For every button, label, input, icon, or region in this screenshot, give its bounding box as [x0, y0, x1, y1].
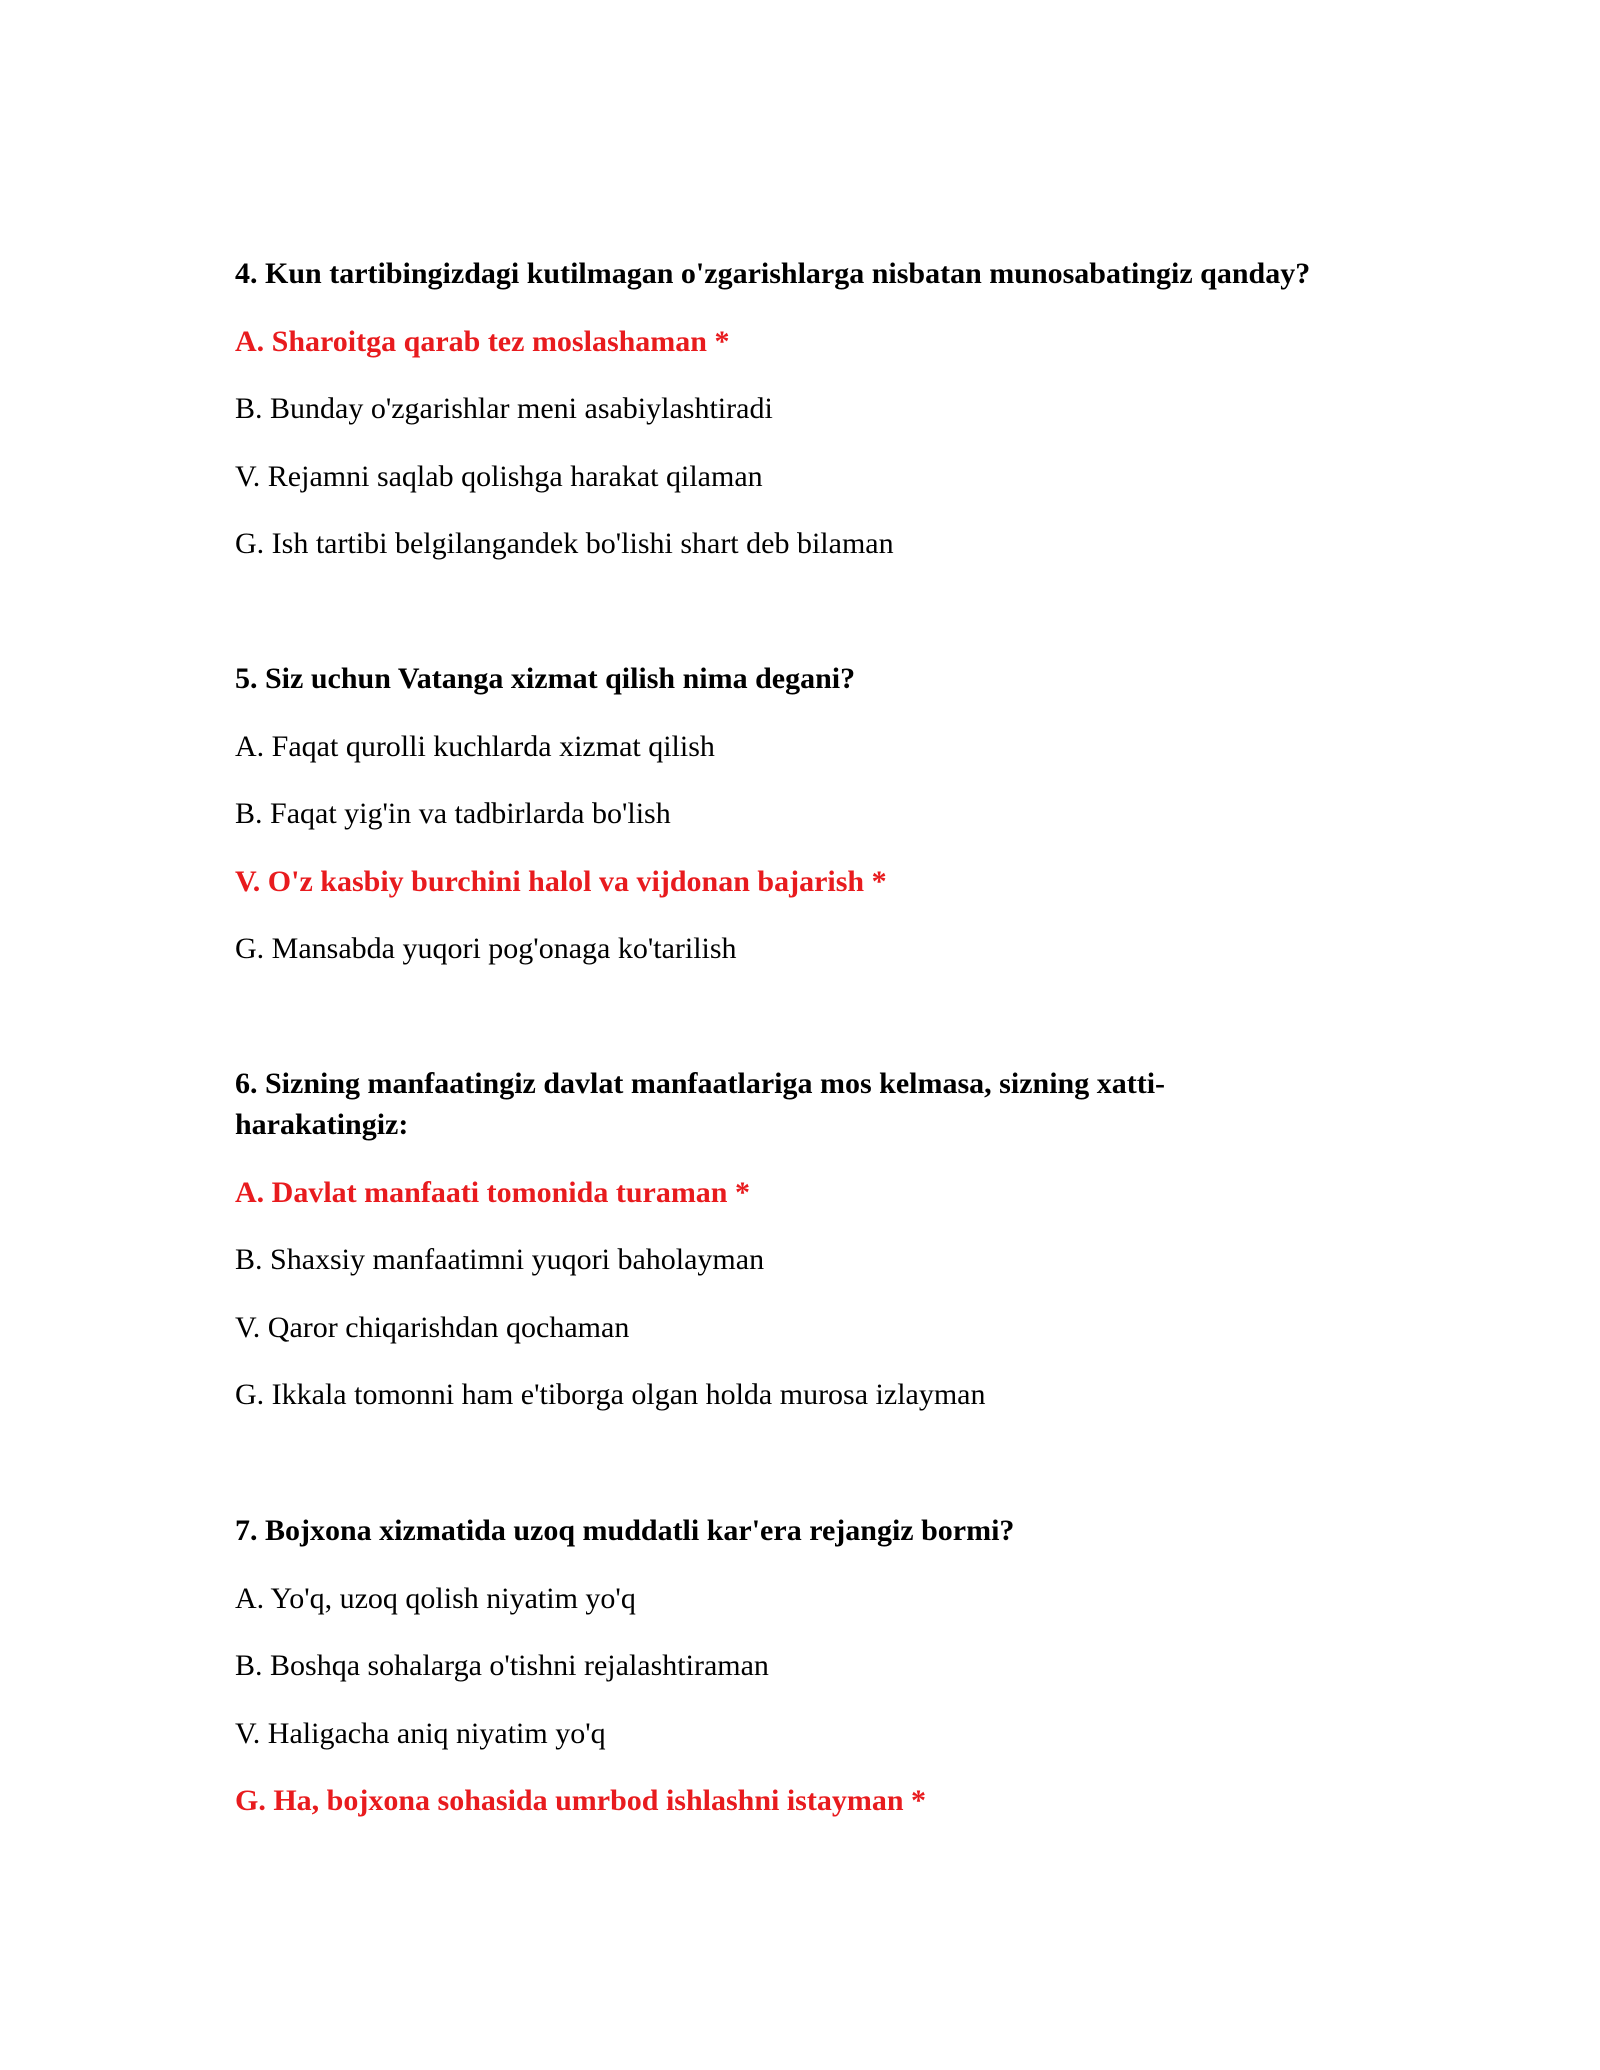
question-block-5	[235, 658, 1415, 969]
answer-option: V. Qaror chiqarishdan qochaman	[235, 1310, 630, 1344]
question-text: 7. Bojxona xizmatida uzoq muddatli kar'era rejangiz bormi?	[235, 1514, 1015, 1547]
answer-option-correct: A. Sharoitga qarab tez moslashaman *	[235, 324, 730, 358]
question-block-7	[235, 1510, 1415, 1821]
answer-option: G. Ish tartibi belgilangandek bo'lishi shart deb bilaman	[235, 527, 894, 560]
answer-option: B. Faqat yig'in va tadbirlarda bo'lish	[235, 797, 671, 830]
answer-option: A. Yo'q, uzoq qolish niyatim yo'q	[235, 1581, 636, 1615]
question-block-4	[235, 253, 1415, 564]
answer-options	[235, 726, 1415, 970]
answer-option: A. Faqat qurolli kuchlarda xizmat qilish	[235, 729, 715, 763]
question-text: 5. Siz uchun Vatanga xizmat qilish nima degani?	[235, 662, 856, 695]
answer-option: G. Mansabda yuqori pog'onaga ko'tarilish	[235, 932, 737, 965]
answer-option: B. Boshqa sohalarga o'tishni rejalashtiraman	[235, 1649, 769, 1682]
question-text: 4. Kun tartibingizdagi kutilmagan o'zgarishlarga nisbatan munosabatingiz qanday?	[235, 257, 1311, 290]
answer-option-correct: G. Ha, bojxona sohasida umrbod ishlashni istayman *	[235, 1784, 927, 1817]
question-text: 6. Sizning manfaatingiz davlat manfaatlariga mos kelmasa, sizning xatti-harakatingiz:	[235, 1067, 1166, 1141]
answer-options	[235, 1172, 1415, 1416]
answer-options	[235, 321, 1415, 565]
answer-option: G. Ikkala tomonni ham e'tiborga olgan holda murosa izlayman	[235, 1378, 986, 1411]
answer-option: B. Shaxsiy manfaatimni yuqori baholayman	[235, 1243, 765, 1276]
answer-option: V. Haligacha aniq niyatim yo'q	[235, 1716, 606, 1750]
answer-option: B. Bunday o'zgarishlar meni asabiylashtiradi	[235, 392, 773, 425]
answer-option-correct: V. O'z kasbiy burchini halol va vijdonan bajarish *	[235, 864, 887, 898]
answer-option: V. Rejamni saqlab qolishga harakat qilaman	[235, 459, 763, 493]
question-block-6	[235, 1063, 1415, 1415]
answer-options	[235, 1578, 1415, 1822]
answer-option-correct: A. Davlat manfaati tomonida turaman *	[235, 1175, 750, 1209]
